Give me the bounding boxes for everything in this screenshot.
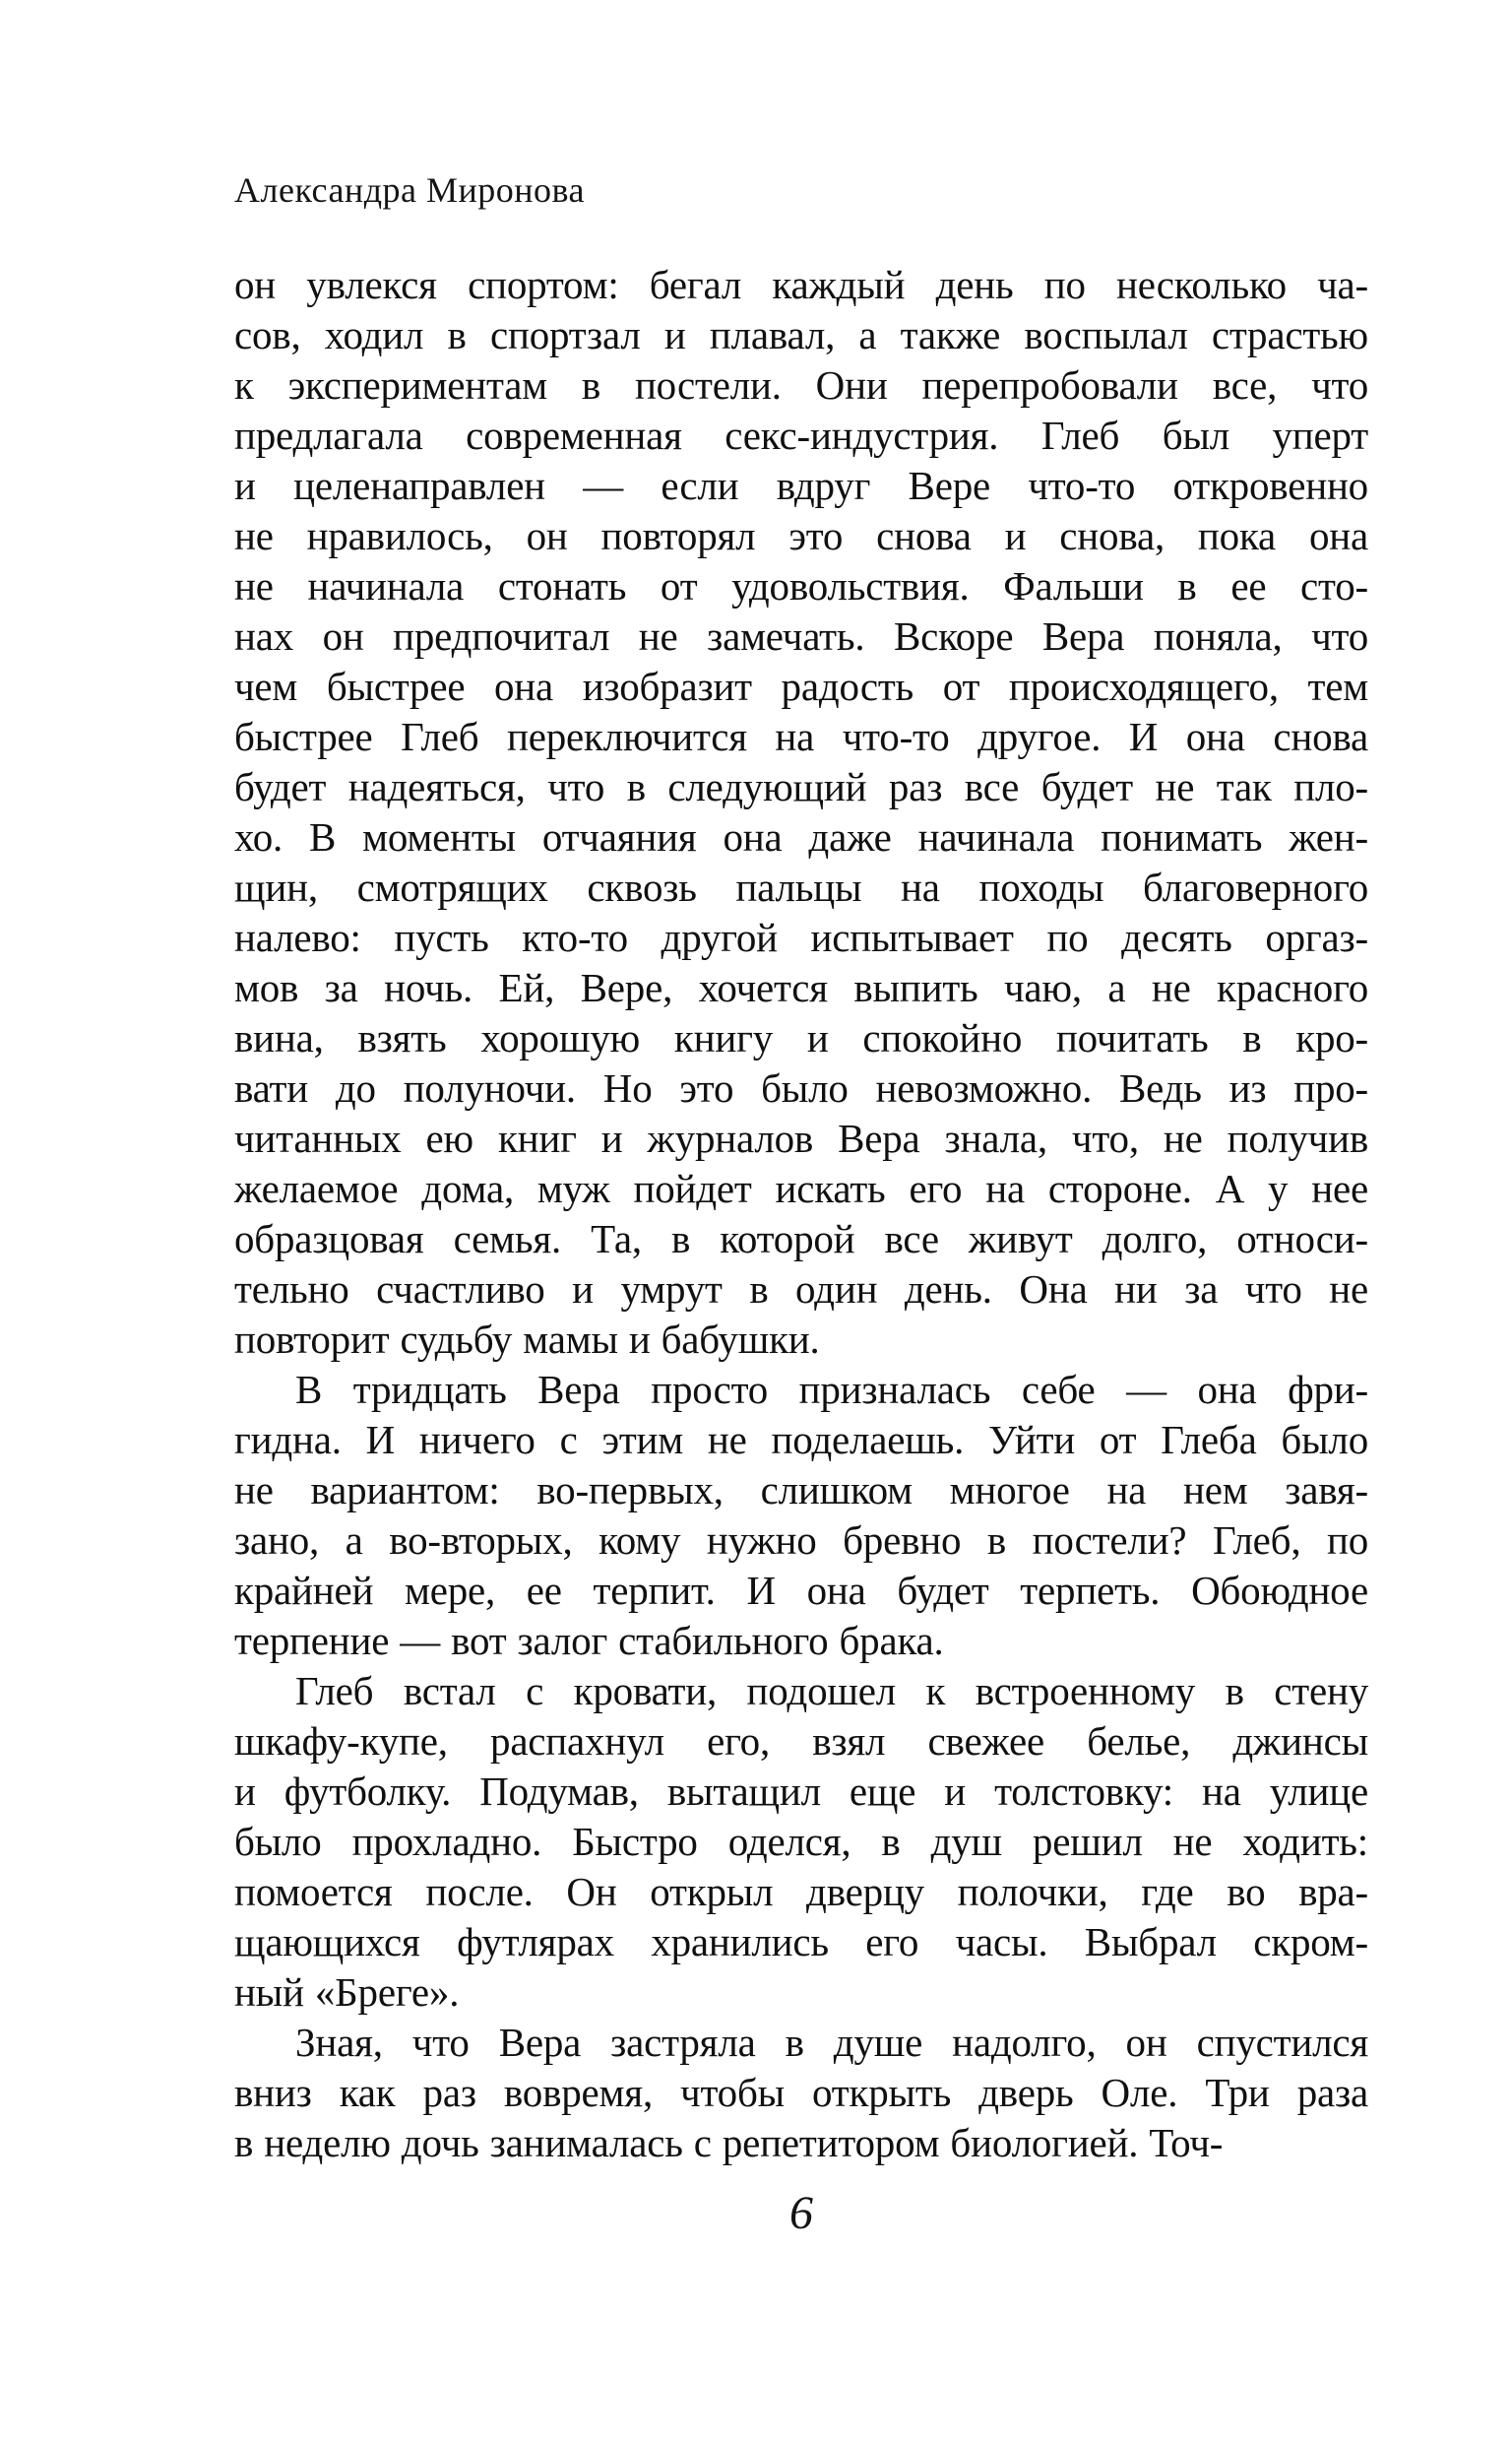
text-line: будет надеяться, что в следующий раз все будет не так пло- (234, 764, 1368, 809)
text-line: сов, ходил в спортзал и плавал, а также воспылал страстью (234, 312, 1368, 357)
text-line: в неделю дочь занималась с репетитором биологией. Точ- (234, 2120, 1224, 2165)
text-line: хо. В моменты отчаяния она даже начинала понимать жен- (234, 814, 1368, 860)
paragraph (234, 1666, 1368, 2018)
text-line: не начинала стонать от удовольствия. Фальши в ее сто- (234, 563, 1368, 609)
text-line: повторит судьбу мамы и бабушки. (234, 1317, 820, 1362)
text-line: помоется после. Он открыл дверцу полочки, где во вра- (234, 1869, 1368, 1914)
text-line: щающихся футлярах хранились его часы. Выбрал скром- (234, 1919, 1368, 1964)
text-line: зано, а во-вторых, кому нужно бревно в постели? Глеб, по (234, 1517, 1368, 1563)
text-line: не вариантом: во-первых, слишком многое на нем завя- (234, 1467, 1368, 1512)
text-line: желаемое дома, муж пойдет искать его на стороне. А у нее (234, 1166, 1368, 1211)
text-line: ный «Бреге». (234, 1969, 460, 2015)
text-line: образцовая семья. Та, в которой все живут долго, относи- (234, 1216, 1368, 1261)
text-line: он увлекся спортом: бегал каждый день по несколько ча- (234, 262, 1368, 307)
running-header: Александра Миронова (234, 170, 586, 210)
text-line: и футболку. Подумав, вытащил еще и толстовку: на улице (234, 1768, 1368, 1814)
text-line: Зная, что Вера застряла в душе надолго, он спустился (295, 2020, 1368, 2065)
text-line: предлагала современная секс-индустрия. Глеб был уперт (234, 413, 1368, 458)
text-line: вати до полуночи. Но это было невозможно. Ведь из про- (234, 1065, 1368, 1111)
page-number: 6 (789, 2187, 813, 2239)
text-line: гидна. И ничего с этим не поделаешь. Уйти от Глеба было (234, 1417, 1368, 1462)
paragraph (234, 260, 1368, 1365)
paragraph (234, 2018, 1368, 2168)
text-line: щин, смотрящих сквозь пальцы на походы благоверного (234, 865, 1368, 910)
text-line: чем быстрее она изобразит радость от происходящего, тем (234, 664, 1368, 709)
text-line: мов за ночь. Ей, Вере, хочется выпить чаю, а не красного (234, 965, 1368, 1010)
text-line: Глеб встал с кровати, подошел к встроенному в стену (295, 1668, 1368, 1713)
text-line: В тридцать Вера просто призналась себе — она фри- (295, 1367, 1368, 1412)
text-line: шкафу-купе, распахнул его, взял свежее белье, джинсы (234, 1718, 1368, 1764)
text-line: не нравилось, он повторял это снова и снова, пока она (234, 513, 1368, 558)
text-line: тельно счастливо и умрут в один день. Она ни за что не (234, 1266, 1368, 1312)
text-line: и целенаправлен — если вдруг Вере что-то откровенно (234, 463, 1368, 508)
text-line: к экспериментам в постели. Они перепробовали все, что (234, 362, 1368, 408)
text-line: было прохладно. Быстро оделся, в душ решил не ходить: (234, 1819, 1368, 1864)
text-line: терпение — вот залог стабильного брака. (234, 1618, 944, 1663)
text-line: нах он предпочитал не замечать. Вскоре Вера поняла, что (234, 613, 1368, 659)
text-line: крайней мере, ее терпит. И она будет терпеть. Обоюдное (234, 1568, 1368, 1613)
text-line: читанных ею книг и журналов Вера знала, что, не получив (234, 1116, 1368, 1161)
text-line: вина, взять хорошую книгу и спокойно почитать в кро- (234, 1015, 1368, 1061)
paragraph (234, 1365, 1368, 1666)
text-line: быстрее Глеб переключится на что-то другое. И она снова (234, 714, 1368, 759)
text-line: налево: пусть кто-то другой испытывает по десять оргаз- (234, 915, 1368, 960)
body-text (234, 260, 1368, 2168)
text-line: вниз как раз вовремя, чтобы открыть дверь Оле. Три раза (234, 2070, 1368, 2115)
